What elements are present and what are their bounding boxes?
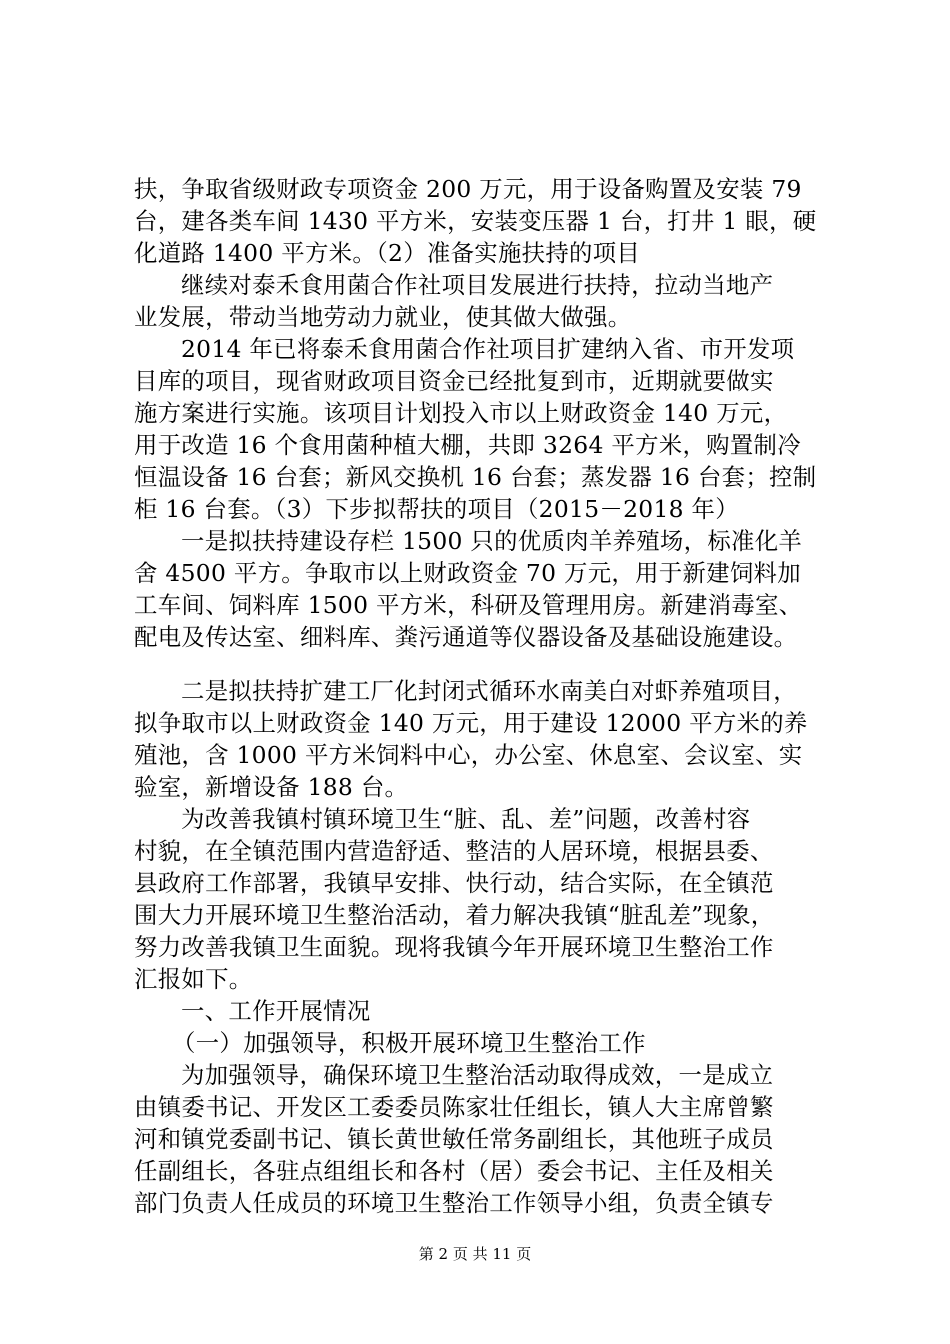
text-line: 继续对泰禾食用菌合作社项目发展进行扶持，拉动当地产 xyxy=(181,271,774,299)
text-line: 验室，新增设备 188 台。 xyxy=(134,773,409,801)
section-heading: 一、工作开展情况 xyxy=(181,997,371,1025)
text-line: 汇报如下。 xyxy=(134,965,253,993)
text-line: 化道路 1400 平方米。（2）准备实施扶持的项目 xyxy=(134,239,641,267)
text-line: 台，建各类车间 1430 平方米，安装变压器 1 台，打井 1 眼，硬 xyxy=(134,207,817,235)
text-line: 舍 4500 平方。争取市以上财政资金 70 万元，用于新建饲料加 xyxy=(134,559,801,587)
text-line: 用于改造 16 个食用菌种植大棚，共即 3264 平方米，购置制冷 xyxy=(134,431,801,459)
text-line: 工车间、饲料库 1500 平方米，科研及管理用房。新建消毒室、 xyxy=(134,591,803,619)
text-line: 河和镇党委副书记、镇长黄世敏任常务副组长，其他班子成员 xyxy=(134,1125,774,1153)
text-line: 扶，争取省级财政专项资金 200 万元，用于设备购置及安装 79 xyxy=(134,175,802,203)
text-line: 任副组长，各驻点组组长和各村（居）委会书记、主任及相关 xyxy=(134,1157,774,1185)
text-line: 柜 16 台套。（3）下步拟帮扶的项目（2015－2018 年） xyxy=(134,495,739,523)
text-line: 施方案进行实施。该项目计划投入市以上财政资金 140 万元， xyxy=(134,399,788,427)
text-line: 部门负责人任成员的环境卫生整治工作领导小组，负责全镇专 xyxy=(134,1189,774,1217)
text-line: 目库的项目，现省财政项目资金已经批复到市，近期就要做实 xyxy=(134,367,774,395)
text-line: 由镇委书记、开发区工委委员陈家壮任组长，镇人大主席曾繁 xyxy=(134,1093,774,1121)
text-line: 县政府工作部署，我镇早安排、快行动，结合实际，在全镇范 xyxy=(134,869,774,897)
text-line: 配电及传达室、细料库、粪污通道等仪器设备及基础设施建设。 xyxy=(134,623,798,651)
text-line: 村貌，在全镇范围内营造舒适、整洁的人居环境，根据县委、 xyxy=(134,837,774,865)
text-line: 二是拟扶持扩建工厂化封闭式循环水南美白对虾养殖项目， xyxy=(181,677,797,705)
text-line: 拟争取市以上财政资金 140 万元，用于建设 12000 平方米的养 xyxy=(134,709,808,737)
text-line: 恒温设备 16 台套；新风交换机 16 台套；蒸发器 16 台套；控制 xyxy=(134,463,817,491)
text-line: 业发展，带动当地劳动力就业，使其做大做强。 xyxy=(134,303,632,331)
page-number-footer: 第 2 页 共 11 页 xyxy=(418,1245,532,1263)
text-line: 为加强领导，确保环境卫生整治活动取得成效，一是成立 xyxy=(181,1061,774,1089)
text-line: 一是拟扶持建设存栏 1500 只的优质肉羊养殖场，标准化羊 xyxy=(181,527,803,555)
text-line: 2014 年已将泰禾食用菌合作社项目扩建纳入省、市开发项 xyxy=(181,335,795,363)
subsection-heading: （一）加强领导，积极开展环境卫生整治工作 xyxy=(172,1029,646,1057)
text-line: 围大力开展环境卫生整治活动，着力解决我镇“脏乱差”现象， xyxy=(134,901,775,929)
text-line: 殖池，含 1000 平方米饲料中心，办公室、休息室、会议室、实 xyxy=(134,741,803,769)
text-line: 为改善我镇村镇环境卫生“脏、乱、差”问题，改善村容 xyxy=(181,805,751,833)
text-line: 努力改善我镇卫生面貌。现将我镇今年开展环境卫生整治工作 xyxy=(134,933,774,961)
